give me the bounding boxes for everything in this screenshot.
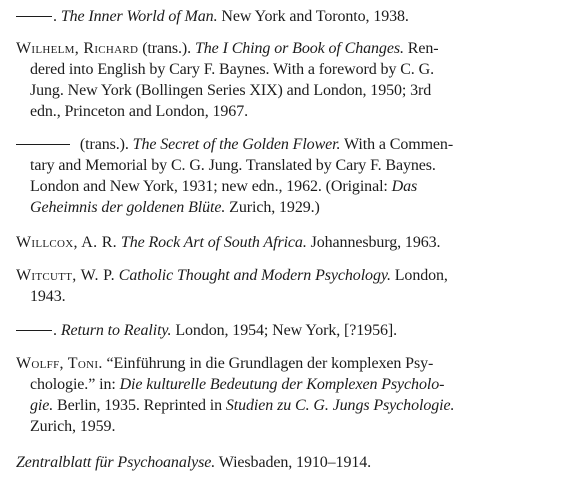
entry-line: edn., Princeton and London, 1967. [30,103,248,120]
entry-line: . Return to Reality. London, 1954; New York, [?1956]. [16,320,564,341]
bibliography-entry-inner-world [16,6,564,27]
entry-title: The Rock Art of South Africa. [120,234,307,251]
bibliography-entry-wilhelm-i-ching [16,38,564,122]
bibliography-entry-return-to-reality [16,320,564,341]
entry-author: Witcutt, W. P. [16,267,115,284]
entry-line: Wolff, Toni. “Einführung in die Grundlagen der komplexen Psy- [16,355,434,372]
entry-line: Zurich, 1959. [30,418,116,435]
bibliography-entry-witcutt [16,265,564,307]
bibliography-entry-wilhelm-golden-flower [16,134,564,218]
entry-line: (trans.). The Secret of the Golden Flower. With a Commen- [16,134,564,155]
entry-title: The I Ching or Book of Changes. [194,40,404,57]
entry-line: Wilhelm, Richard (trans.). The I Ching or Book of Changes. Ren- [16,40,439,57]
bibliography-entry-wolff [16,353,564,437]
ditto-dash [16,330,52,331]
ditto-dash [16,16,52,17]
entry-title: Catholic Thought and Modern Psychology. [118,267,391,284]
ditto-dash [16,144,70,145]
entry-line: Willcox, A. R. The Rock Art of South Africa. Johannesburg, 1963. [16,234,441,251]
entry-title: Studien zu C. G. Jungs Psychologie. [225,397,455,414]
bibliography-entry-zentralblatt [16,452,564,473]
entry-author: Wolff, Toni. [16,355,103,372]
entry-title: Zentralblatt für Psychoanalyse. [16,454,216,471]
entry-line: gie. Berlin, 1935. Reprinted in Studien zu C. G. Jungs Psychologie. [30,397,455,414]
entry-line: London and New York, 1931; new edn., 1962. (Original: Das [30,178,418,195]
entry-line: Zentralblatt für Psychoanalyse. Wiesbaden, 1910–1914. [16,454,372,471]
entry-line: tary and Memorial by C. G. Jung. Translated by Cary F. Baynes. [30,157,436,174]
entry-line: . The Inner World of Man. New York and Toronto, 1938. [16,6,564,27]
entry-title: Das [391,178,418,195]
entry-line: chologie.” in: Die kulturelle Bedeutung der Komplexen Psycholo- [30,376,445,393]
entry-line: Geheimnis der goldenen Blüte. Zurich, 1929.) [30,199,320,216]
entry-title: The Inner World of Man. [60,8,218,25]
entry-title: Die kulturelle Bedeutung der Komplexen Psycholo- [119,376,445,393]
entry-line: 1943. [30,288,66,305]
entry-author: Willcox, A. R. [16,234,117,251]
entry-title: The Secret of the Golden Flower. [132,136,341,153]
entry-title: Return to Reality. [60,322,172,339]
entry-line: dered into English by Cary F. Baynes. With a foreword by C. G. [30,61,434,78]
entry-title: Geheimnis der goldenen Blüte. [30,199,226,216]
entry-title: gie. [30,397,54,414]
entry-line: Jung. New York (Bollingen Series XIX) and London, 1950; 3rd [30,82,432,99]
entry-author: Wilhelm, Richard [16,40,139,57]
bibliography-entry-willcox [16,232,564,253]
entry-line: Witcutt, W. P. Catholic Thought and Modern Psychology. London, [16,267,448,284]
